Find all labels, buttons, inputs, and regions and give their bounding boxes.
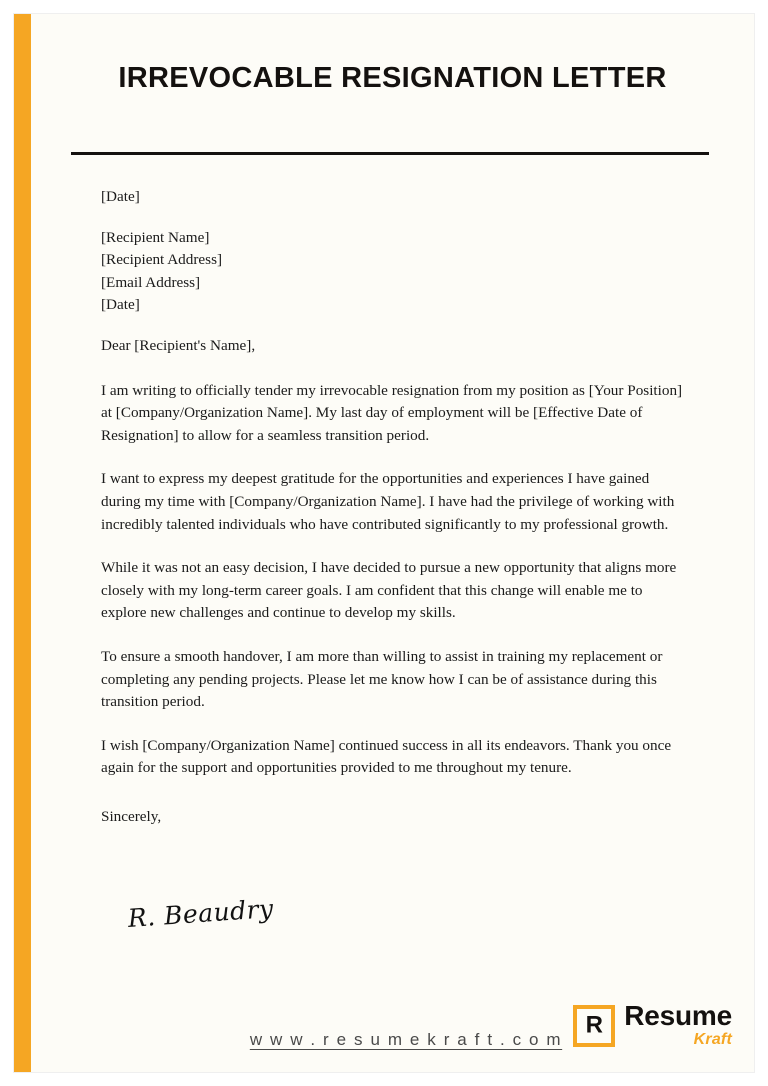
brand-text	[624, 1002, 732, 1048]
page-title: IRREVOCABLE RESIGNATION LETTER	[118, 62, 667, 94]
paragraph-2: I want to express my deepest gratitude for the opportunities and experiences I have gained during my time with [Company/Organization Name]. I have had the privilege of working with incredibly talented individuals who have contributed significantly to my professional growth.	[101, 470, 675, 533]
recipient-name: [Recipient Name]	[101, 228, 210, 246]
letter-body	[101, 186, 691, 828]
title-divider	[71, 152, 709, 155]
paragraph-5: I wish [Company/Organization Name] continued success in all its endeavors. Thank you once again for the support and opportunities provided to me throughout my tenure.	[101, 736, 672, 777]
paragraph-1: I am writing to officially tender my irrevocable resignation from my position as [Your Position] at [Company/Organization Name]. My last day of employment will be [Effective Date of Resignation] to allow for a seamless transition period.	[101, 381, 683, 444]
footer-website-link[interactable]: w w w . r e s u m e k r a f t . c o m	[249, 1030, 563, 1049]
paragraph-4: To ensure a smooth handover, I am more than willing to assist in training my replacement or completing any pending projects. Please let me know how I can be of assistance during this transition period.	[101, 647, 663, 711]
recipient-block	[101, 227, 691, 317]
recipient-email: [Email Address]	[101, 273, 201, 291]
paragraph-3: While it was not an easy decision, I have decided to pursue a new opportunity that aligns more closely with my long-term career goals. I am confident that this change will enable me to explore new challenges and continue to develop my skills.	[101, 559, 677, 622]
date-line: [Date]	[101, 188, 140, 205]
brand-subtitle: Kraft	[693, 1031, 732, 1048]
resume-kraft-mark-icon	[573, 1005, 615, 1047]
letter-content	[31, 14, 754, 1072]
signoff: Sincerely,	[101, 807, 162, 825]
brand-name: Resume	[624, 1000, 732, 1031]
brand-logo	[573, 1002, 732, 1048]
signature: R. Beaudry	[126, 893, 275, 934]
accent-bar	[14, 14, 31, 1072]
salutation: Dear [Recipient's Name],	[101, 336, 256, 354]
recipient-address: [Recipient Address]	[101, 251, 223, 269]
recipient-date: [Date]	[101, 296, 140, 314]
date-field	[101, 186, 691, 209]
